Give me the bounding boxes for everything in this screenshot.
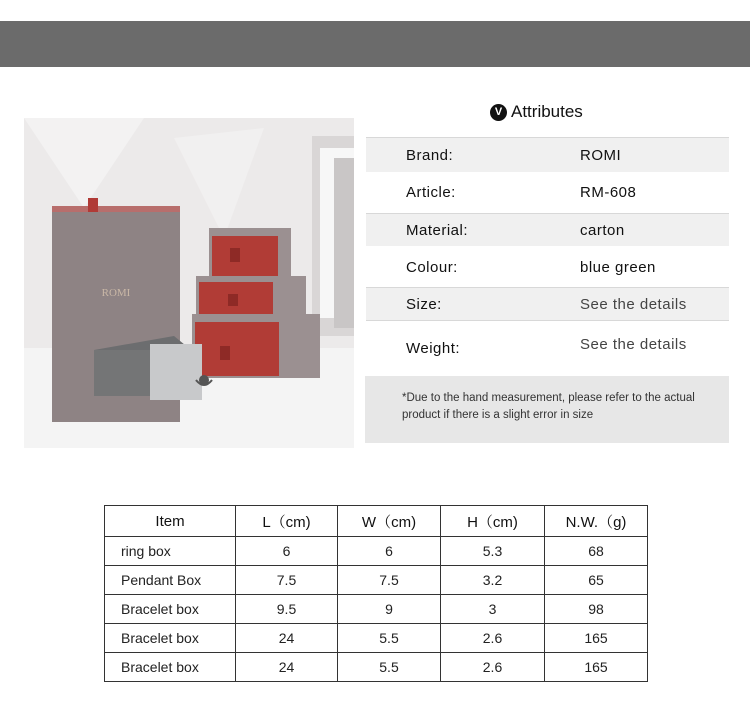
table-row (105, 537, 648, 566)
cell-width: 6 (338, 537, 441, 566)
cell-width: 7.5 (338, 566, 441, 595)
cell-width: 9 (338, 595, 441, 624)
v-badge-icon: V (490, 104, 507, 121)
attributes-title: Attributes (511, 102, 583, 121)
cell-item: ring box (105, 537, 236, 566)
attr-value: blue green (580, 258, 656, 276)
cell-length: 24 (236, 624, 338, 653)
table-header-row (105, 506, 648, 537)
col-header-width: W（cm) (338, 506, 441, 537)
table-row (105, 653, 648, 682)
attr-label: Brand: (406, 146, 454, 164)
table-row (105, 624, 648, 653)
attr-value: ROMI (580, 146, 622, 164)
attr-row-article (366, 172, 729, 212)
cell-length: 9.5 (236, 595, 338, 624)
attr-value: RM-608 (580, 183, 637, 201)
attr-label: Weight: (406, 340, 461, 357)
table-row (105, 595, 648, 624)
measurement-note (365, 376, 729, 443)
attr-label: Article: (406, 183, 456, 201)
top-banner (0, 21, 750, 67)
product-photo (24, 118, 354, 448)
attr-label: Size: (406, 295, 442, 313)
cell-net-weight: 65 (545, 566, 648, 595)
attr-value: See the details (580, 295, 687, 313)
attr-row-weight (366, 321, 729, 371)
cell-net-weight: 165 (545, 653, 648, 682)
box-logo-text: ROMI (101, 287, 131, 299)
cell-net-weight: 165 (545, 624, 648, 653)
cell-item: Bracelet box (105, 624, 236, 653)
attr-row-brand (366, 138, 729, 172)
attr-row-size (366, 288, 729, 320)
attr-label: Colour: (406, 258, 458, 276)
note-line: *Due to the hand measurement, please refer to the actual (402, 392, 695, 404)
cell-length: 6 (236, 537, 338, 566)
attr-label: Material: (406, 221, 469, 239)
table-row (105, 566, 648, 595)
spec-table (104, 505, 648, 682)
attributes-header (490, 101, 583, 123)
cell-height: 3 (441, 595, 545, 624)
attr-value: See the details (580, 336, 687, 353)
cell-width: 5.5 (338, 624, 441, 653)
attr-row-colour (366, 247, 729, 287)
note-line: product if there is a slight error in size (402, 409, 594, 421)
cell-item: Pendant Box (105, 566, 236, 595)
cell-item: Bracelet box (105, 653, 236, 682)
col-header-height: H（cm) (441, 506, 545, 537)
cell-height: 5.3 (441, 537, 545, 566)
cell-height: 3.2 (441, 566, 545, 595)
cell-height: 2.6 (441, 653, 545, 682)
col-header-net-weight: N.W.（g) (545, 506, 648, 537)
attr-row-material (366, 214, 729, 246)
product-photo-illustration (24, 118, 354, 448)
cell-width: 5.5 (338, 653, 441, 682)
attr-value: carton (580, 221, 625, 239)
cell-height: 2.6 (441, 624, 545, 653)
cell-net-weight: 98 (545, 595, 648, 624)
cell-item: Bracelet box (105, 595, 236, 624)
cell-length: 24 (236, 653, 338, 682)
col-header-length: L（cm) (236, 506, 338, 537)
cell-length: 7.5 (236, 566, 338, 595)
cell-net-weight: 68 (545, 537, 648, 566)
col-header-item: Item (105, 506, 236, 537)
